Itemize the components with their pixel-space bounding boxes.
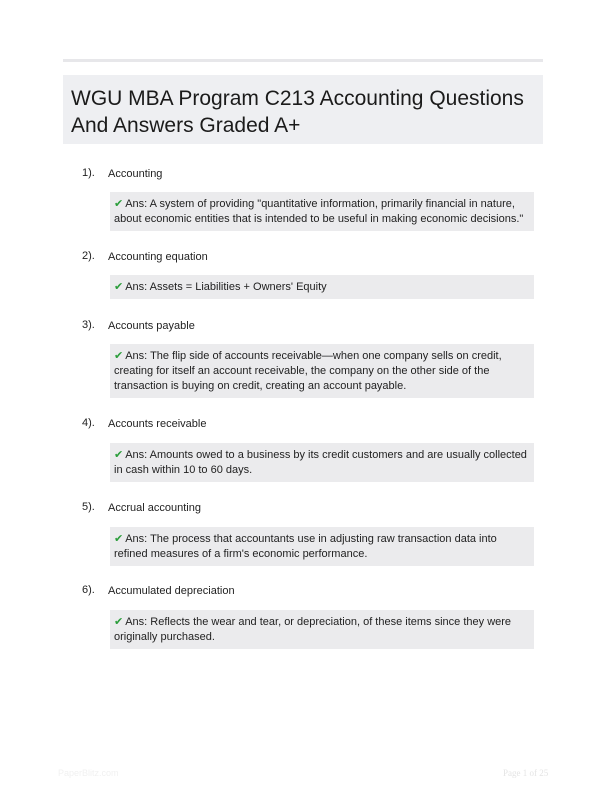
checkmark-icon: ✔: [114, 198, 124, 210]
title-banner: [63, 75, 543, 144]
answer-box: [110, 443, 534, 482]
answer-text: Ans: Reflects the wear and tear, or depreciation, of these items since they were originally purchased.: [114, 616, 512, 643]
question-term: Accounts payable: [108, 320, 195, 332]
question-number: 3).: [82, 319, 95, 331]
question-number: 2).: [82, 250, 95, 262]
document-title: WGU MBA Program C213 Accounting Questions And Answers Graded A+: [71, 87, 524, 137]
answer-box: [110, 610, 534, 649]
footer-watermark: PaperBlitz.com: [58, 768, 119, 778]
question-number: 4).: [82, 417, 95, 429]
question-number: 1).: [82, 167, 95, 179]
checkmark-icon: ✔: [114, 350, 124, 362]
answer-text: Ans: The flip side of accounts receivable—when one company sells on credit, creating for itself an account receivable, the company on the other side of the transaction is buying on credit, creating an account payable.: [114, 350, 502, 392]
answer-text: Ans: Assets = Liabilities + Owners' Equity: [125, 281, 327, 293]
question-number: 5).: [82, 501, 95, 513]
question-term: Accounting equation: [108, 251, 208, 263]
checkmark-icon: ✔: [114, 449, 124, 461]
question-number: 6).: [82, 584, 95, 596]
question-term: Accrual accounting: [108, 502, 201, 514]
question-term: Accounts receivable: [108, 418, 207, 430]
answer-box: [110, 527, 534, 566]
question-term: Accumulated depreciation: [108, 585, 235, 597]
answer-text: Ans: Amounts owed to a business by its credit customers and are usually collected in cash within 10 to 60 days.: [114, 449, 527, 476]
question-term: Accounting: [108, 168, 163, 180]
page-indicator: Page 1 of 25: [503, 768, 549, 778]
checkmark-icon: ✔: [114, 616, 124, 628]
checkmark-icon: ✔: [114, 533, 124, 545]
answer-box: [110, 192, 534, 231]
top-divider: [63, 59, 543, 62]
answer-box: [110, 344, 534, 398]
checkmark-icon: ✔: [114, 281, 124, 293]
answer-text: Ans: A system of providing "quantitative information, primarily financial in nature, about economic entities that is intended to be useful in making economic decisions.": [114, 198, 524, 225]
answer-box: [110, 275, 534, 299]
answer-text: Ans: The process that accountants use in adjusting raw transaction data into refined measures of a firm's economic performance.: [114, 533, 497, 560]
